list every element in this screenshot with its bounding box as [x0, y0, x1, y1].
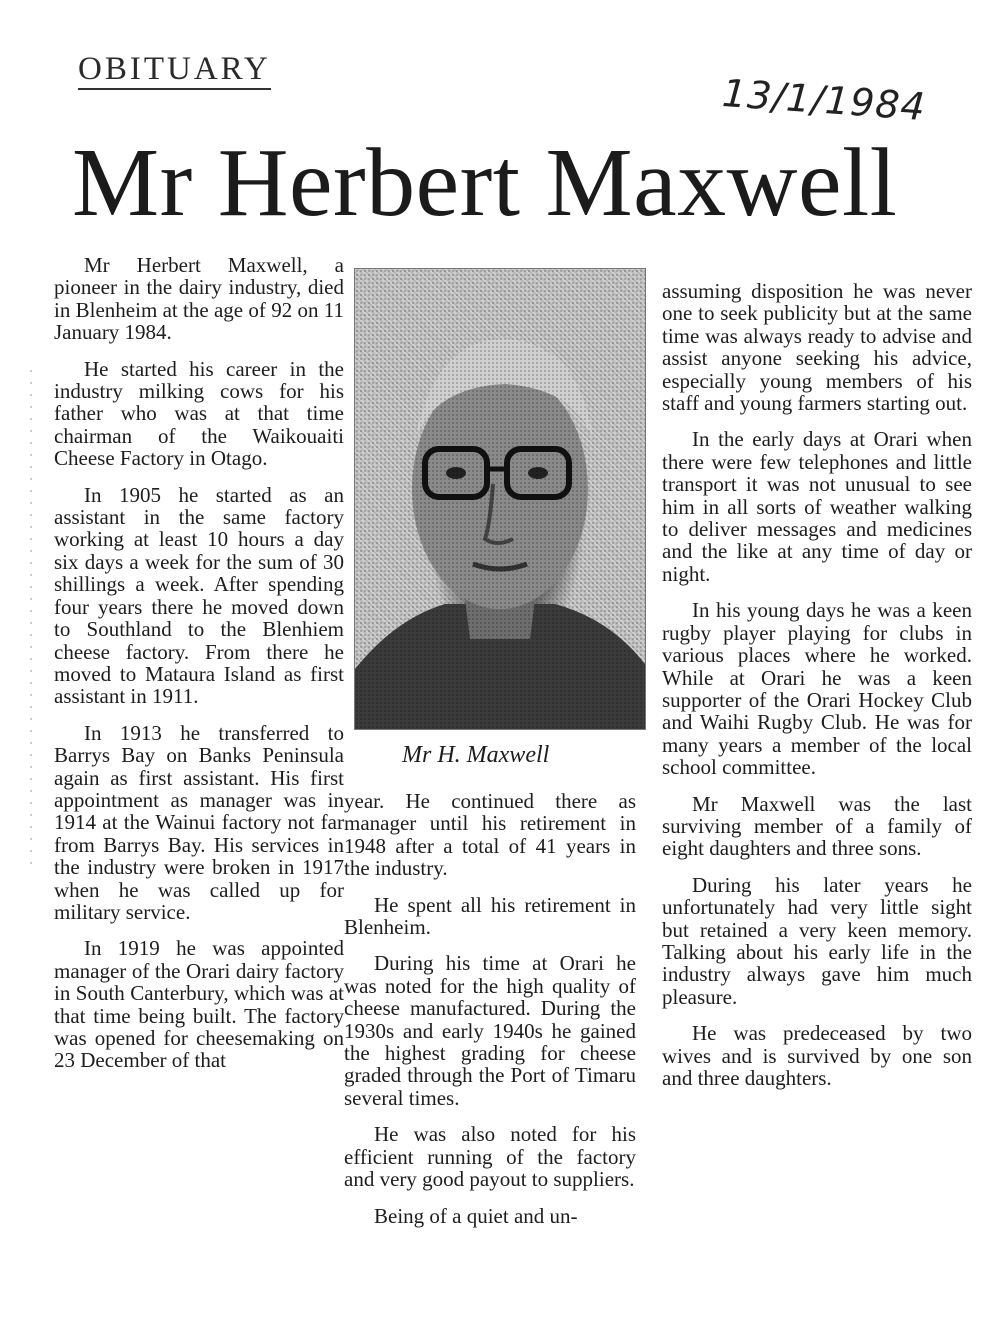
paragraph: He was also noted for his efficient running of the factory and very good payout to suppliers. [344, 1122, 636, 1192]
column-2 [344, 790, 636, 1241]
paragraph: He was predeceased by two wives and is survived by one son and three daughters. [662, 1021, 972, 1090]
paragraph: Being of a quiet and un- [374, 1203, 578, 1228]
paragraph: Mr Herbert Maxwell, a pioneer in the dairy industry, died in Blenheim at the age of 92 on 11 January 1984. [54, 253, 344, 345]
paragraph: In 1905 he started as an assistant in the same factory working at least 10 hours a day six days a week for the sum of 30 shillings a week. After spending four years there he moved down to Southland to the Blenhiem cheese factory. From there he moved to Mataura Island as first assistant in 1911. [54, 482, 344, 709]
column-1 [54, 254, 344, 1086]
paragraph: assuming disposition he was never one to seek publicity but at the same time was always ready to advise and assist anyone seeking his advice, especially young members of his staff and young farmers starting out. [662, 279, 972, 416]
handwritten-date: 13/1/1984 [720, 70, 928, 130]
margin-mark [30, 370, 32, 870]
paragraph: Mr Maxwell was the last surviving member of a family of eight daughters and three sons. [662, 791, 972, 861]
paragraph: In 1913 he transferred to Barrys Bay on Banks Peninsula again as first assistant. His first appointment as manager was in 1914 at the Wainui factory not far from Barrys Bay. His services in the industry were broken in 1917 when he was called up for military service. [54, 720, 344, 924]
headline: Mr Herbert Maxwell [72, 129, 898, 237]
paragraph: He spent all his retirement in Blenheim. [344, 892, 636, 940]
section-label: OBITUARY [78, 50, 271, 90]
paragraph: During his time at Orari he was noted for the high quality of cheese manufactured. During the 1930s and early 1940s he gained the highest grading for cheese graded through the Port of Timaru several times. [344, 951, 636, 1110]
portrait-icon [355, 269, 645, 729]
column-3 [662, 280, 972, 1103]
portrait-photo [354, 268, 646, 730]
paragraph: He started his career in the industry milking cows for his father who was at that time chairman of the Waikouaiti Cheese Factory in Otago. [54, 356, 344, 471]
paragraph: year. He continued there as manager until his retirement in 1948 after a total of 41 years in the industry. [344, 789, 636, 881]
photo-caption: Mr H. Maxwell [402, 742, 550, 768]
paragraph: During his later years he unfortunately had very little sight but retained a very keen memory. Talking about his early life in the industry always gave him much pleasure. [662, 872, 972, 1009]
paragraph: In his young days he was a keen rugby player playing for clubs in various places where he worked. While at Orari he was a keen supporter of the Orari Hockey Club and Waihi Rugby Club. He was for many years a member of the local school committee. [662, 598, 972, 780]
paragraph: In the early days at Orari when there were few telephones and little transport it was not unusual to see him in all sorts of weather walking to deliver messages and medicines and the like at any time of day or night. [662, 427, 972, 586]
paragraph: In 1919 he was appointed manager of the Orari dairy factory in South Canterbury, which was at that time being built. The factory was opened for cheesemaking on 23 December of that [54, 936, 344, 1073]
